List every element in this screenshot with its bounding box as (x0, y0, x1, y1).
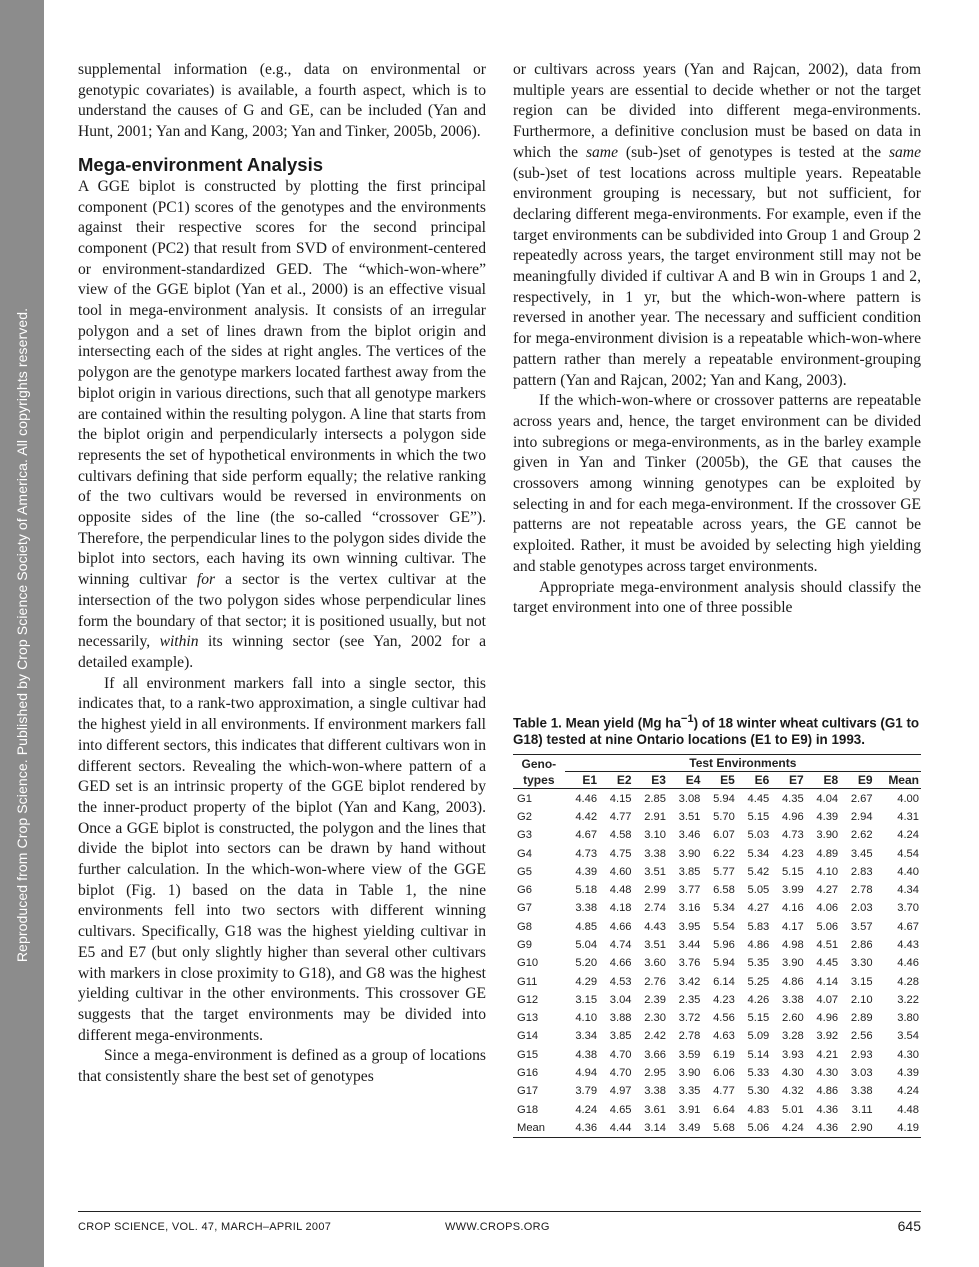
yield-cell: 4.53 (609, 975, 632, 988)
yield-cell: 4.10 (816, 865, 839, 878)
yield-cell: 4.77 (609, 810, 632, 823)
yield-cell: 2.78 (678, 1030, 701, 1043)
yield-cell: 5.01 (781, 1103, 804, 1116)
yield-cell: 4.16 (781, 902, 804, 915)
table-row (513, 1101, 921, 1119)
table-row (513, 899, 921, 917)
yield-cell: 4.46 (897, 957, 919, 970)
yield-cell: 3.11 (851, 1103, 873, 1116)
yield-cell: 5.15 (781, 865, 804, 878)
yield-cell: 4.18 (609, 902, 632, 915)
yield-cell: 4.51 (816, 938, 839, 951)
genotype-cell: G8 (517, 920, 532, 933)
table-row (513, 881, 921, 899)
yield-cell: 2.90 (850, 1121, 873, 1134)
yield-cell: 3.76 (678, 957, 701, 970)
caption-text: ) of 18 winter wheat cultivars (G1 to G18) tested at nine Ontario locations (E1 to E9) in 1993. (513, 715, 920, 748)
yield-cell: 4.27 (816, 884, 839, 897)
text-run: or cultivars across years (Yan and Rajcan, 2002), data from multiple years are essential to decide whether or not the target region can be divided into different mega-environments. Furthermore, a definitive conclusion must be based on data in which the (513, 61, 921, 161)
yield-cell: 5.25 (747, 975, 770, 988)
paragraph (78, 177, 486, 674)
yield-cell: 6.06 (713, 1067, 735, 1080)
yield-cell: 3.38 (575, 902, 598, 915)
yield-cell: 2.60 (781, 1012, 804, 1025)
yield-cell: 4.83 (747, 1103, 770, 1116)
yield-cell: 3.28 (781, 1030, 804, 1043)
paragraph: Appropriate mega-environment analysis should classify the target environment into one of three possible (513, 578, 921, 617)
genotype-cell: G16 (517, 1067, 539, 1080)
table-row (513, 936, 921, 954)
yield-cell: 4.35 (781, 792, 804, 805)
yield-cell: 5.03 (747, 829, 770, 842)
paragraph: Since a mega-environment is defined as a group of locations that consistently share the best set of genotypes (78, 1047, 486, 1086)
yield-cell: 3.34 (575, 1030, 598, 1043)
yield-cell: 4.96 (816, 1012, 839, 1025)
yield-cell: 4.66 (609, 920, 632, 933)
yield-cell: 3.85 (609, 1030, 632, 1043)
yield-cell: 5.35 (747, 957, 770, 970)
yield-cell: 5.94 (713, 792, 735, 805)
table-row (513, 1027, 921, 1045)
table-row (513, 1046, 921, 1064)
yield-cell: 5.70 (713, 810, 735, 823)
yield-cell: 4.39 (897, 1067, 919, 1080)
yield-cell: 5.20 (575, 957, 598, 970)
yield-cell: 4.39 (816, 810, 839, 823)
yield-cell: 4.43 (644, 920, 666, 933)
yield-cell: 6.14 (713, 975, 735, 988)
yield-cell: 3.51 (644, 938, 666, 951)
yield-cell: 4.24 (897, 1085, 919, 1098)
table-row (513, 826, 921, 844)
column-header: E8 (806, 772, 840, 789)
genotype-cell: G4 (517, 847, 532, 860)
right-column (513, 60, 921, 619)
yield-cell: 4.15 (609, 792, 632, 805)
yield-cell: 2.91 (644, 810, 666, 823)
yield-cell: 3.90 (678, 1067, 701, 1080)
yield-cell: 3.30 (850, 957, 873, 970)
genotype-cell: Mean (517, 1121, 545, 1134)
yield-cell: 4.27 (747, 902, 770, 915)
yield-cell: 4.66 (609, 957, 632, 970)
yield-cell: 2.76 (644, 975, 666, 988)
column-header: E6 (737, 772, 771, 789)
yield-cell: 4.58 (609, 829, 632, 842)
column-header: E7 (771, 772, 805, 789)
yield-cell: 5.06 (816, 920, 839, 933)
yield-cell: 3.44 (678, 938, 701, 951)
text-run: A GGE biplot is constructed by plotting the first principal component (PC1) scores of the genotypes and the environments against their respective scores for the second principal component (PC2) that result from SVD of environment-centered or environment-standardized GED. The “which-won-where” view of the GGE biplot (Yan et al., 2000) is an effective visual tool in mega-environment analysis. It consists of an irregular polygon and a set of lines drawn from the biplot origin and intersecting each of the sides at right angles. The vertices of the polygon are the genotype markers located farthest away from the biplot origin in various directions, such that all genotype markers are contained within the resulting polygon. A line that starts from the biplot origin and perpendicularly intersects a polygon side represents the set of hypothetical environments in which the two cultivars defining that side perform equally; the relative ranking of the two cultivars would be reversed in environments on opposite sides of the line (the so-called “crossover GE”). Therefore, the perpendicular lines to the polygon sides divide the biplot into sectors, each having its own winning cultivar. The winning cultivar (78, 177, 486, 589)
yield-cell: 2.83 (850, 865, 873, 878)
yield-cell: 4.77 (713, 1085, 735, 1098)
yield-cell: 3.70 (897, 902, 919, 915)
text-run: its winning sector (see Yan, 2002 for a detailed example). (78, 633, 486, 671)
yield-cell: 2.78 (850, 884, 873, 897)
table-row (513, 1119, 921, 1138)
yield-cell: 2.39 (644, 993, 666, 1006)
paragraph: supplemental information (e.g., data on environmental or genotypic covariates) is available, a fourth aspect, which is to understand the causes of G and GE, can be included (Yan and Hunt, 2001; Yan and Kang, 2003; Yan and Tinker, 2005b, 2006). (78, 61, 486, 141)
yield-cell: 3.92 (816, 1030, 839, 1043)
yield-cell: 4.39 (575, 865, 598, 878)
genotype-cell: G5 (517, 865, 532, 878)
yield-cell: 4.54 (897, 847, 919, 860)
genotype-cell: G17 (517, 1085, 539, 1098)
yield-cell: 5.34 (747, 847, 770, 860)
yield-cell: 4.14 (816, 975, 839, 988)
yield-cell: 4.00 (897, 792, 919, 805)
genotype-cell: G12 (517, 993, 539, 1006)
yield-cell: 4.56 (713, 1012, 735, 1025)
yield-cell: 2.86 (850, 938, 873, 951)
yield-cell: 4.30 (897, 1048, 919, 1061)
yield-cell: 3.79 (575, 1085, 598, 1098)
yield-cell: 2.30 (644, 1012, 666, 1025)
yield-cell: 4.70 (609, 1048, 632, 1061)
yield-cell: 4.40 (897, 865, 919, 878)
yield-cell: 5.09 (747, 1030, 770, 1043)
yield-cell: 2.89 (850, 1012, 873, 1025)
yield-cell: 3.16 (678, 902, 701, 915)
column-header: E1 (565, 772, 599, 789)
caption-text: Table 1. Mean yield (Mg ha (513, 715, 681, 731)
yield-cell: 3.38 (781, 993, 804, 1006)
yield-cell: 3.14 (644, 1121, 666, 1134)
yield-cell: 5.33 (747, 1067, 770, 1080)
italic-text: same (888, 143, 921, 161)
yield-cell: 4.43 (897, 938, 919, 951)
yield-cell: 3.15 (575, 993, 598, 1006)
column-header-row (513, 772, 921, 789)
table-row (513, 991, 921, 1009)
italic-text: within (159, 633, 199, 651)
yield-cell: 4.73 (575, 847, 598, 860)
yield-cell: 4.86 (816, 1085, 839, 1098)
yield-cell: 6.64 (713, 1103, 735, 1116)
yield-cell: 3.93 (781, 1048, 804, 1061)
text-run: (sub-)set of genotypes is tested at the (618, 143, 889, 161)
yield-cell: 4.86 (781, 975, 804, 988)
genotype-cell: G9 (517, 938, 532, 951)
yield-cell: 4.73 (781, 829, 804, 842)
footer-rule (78, 1211, 921, 1212)
yield-cell: 4.26 (747, 993, 770, 1006)
column-header: E3 (634, 772, 668, 789)
genotype-cell: G3 (517, 829, 532, 842)
yield-cell: 4.34 (897, 884, 919, 897)
footer-journal: CROP SCIENCE, VOL. 47, MARCH–APRIL 2007 (78, 1221, 332, 1233)
yield-cell: 4.17 (781, 920, 804, 933)
yield-cell: 3.51 (678, 810, 701, 823)
yield-cell: 3.42 (678, 975, 701, 988)
table-row (513, 789, 921, 808)
yield-cell: 5.83 (747, 920, 770, 933)
yield-cell: 3.90 (781, 957, 804, 970)
table-body (513, 789, 921, 1138)
yield-cell: 4.67 (897, 920, 919, 933)
yield-cell: 4.48 (897, 1103, 919, 1116)
yield-cell: 3.04 (609, 993, 632, 1006)
yield-cell: 4.67 (575, 829, 598, 842)
yield-cell: 2.94 (850, 810, 873, 823)
yield-cell: 3.45 (850, 847, 873, 860)
yield-cell: 3.54 (897, 1030, 919, 1043)
yield-cell: 4.23 (713, 993, 735, 1006)
left-column (78, 60, 486, 1088)
yield-cell: 5.94 (713, 957, 735, 970)
yield-cell: 5.96 (713, 938, 735, 951)
yield-cell: 4.97 (609, 1085, 632, 1098)
yield-cell: 3.60 (644, 957, 666, 970)
yield-cell: 4.46 (575, 792, 598, 805)
yield-cell: 5.18 (575, 884, 598, 897)
yield-cell: 5.68 (713, 1121, 735, 1134)
yield-cell: 2.85 (644, 792, 666, 805)
yield-cell: 3.59 (678, 1048, 701, 1061)
column-header: E4 (668, 772, 702, 789)
yield-cell: 3.85 (678, 865, 701, 878)
page-number: 645 (897, 1218, 921, 1234)
column-header: E5 (702, 772, 736, 789)
paragraph (513, 60, 921, 391)
yield-cell: 2.62 (850, 829, 873, 842)
text-run: (sub-)set of test locations across multiple years. Repeatable environment grouping is necessary, but not sufficient, for declaring different mega-environments. For example, even if the target environments can be subdivided into Group 1 and Group 2 repeatedly across years, the target environment still may not be meaningfully divided if cultivar A and B win in Groups 1 and 2, respectively, in 1 yr, but the which-won-where pattern is reversed in another year. The necessary and sufficient condition for mega-environment division is a repeatable which-won-where pattern rather than merely a repeatable environment-grouping pattern (Yan and Rajcan, 2002; Yan and Kang, 2003). (513, 164, 921, 389)
yield-cell: 2.93 (850, 1048, 873, 1061)
yield-cell: 3.46 (678, 829, 701, 842)
yield-cell: 3.80 (897, 1012, 919, 1025)
table-1 (513, 711, 921, 1138)
yield-cell: 3.57 (850, 920, 873, 933)
copyright-notice: Reproduced from Crop Science. Published by Crop Science Society of America. All copyrights reserved. (14, 307, 30, 963)
yield-cell: 6.58 (713, 884, 735, 897)
yield-cell: 4.23 (781, 847, 804, 860)
yield-cell: 3.91 (678, 1103, 701, 1116)
yield-cell: 5.54 (713, 920, 735, 933)
yield-cell: 4.04 (816, 792, 839, 805)
yield-cell: 4.06 (816, 902, 839, 915)
table-row (513, 918, 921, 936)
table-row (513, 1082, 921, 1100)
genotype-cell: G10 (517, 957, 539, 970)
genotype-cell: G1 (517, 792, 532, 805)
yield-cell: 4.44 (609, 1121, 632, 1134)
yield-cell: 4.38 (575, 1048, 598, 1061)
yield-cell: 4.94 (575, 1067, 598, 1080)
yield-cell: 4.60 (609, 865, 632, 878)
yield-cell: 2.99 (644, 884, 666, 897)
table-row (513, 1009, 921, 1027)
caption-superscript: −1 (680, 713, 694, 725)
column-header: E2 (599, 772, 633, 789)
yield-table (513, 754, 921, 1138)
yield-cell: 4.29 (575, 975, 598, 988)
genotype-cell: G11 (517, 975, 538, 988)
yield-cell: 3.88 (609, 1012, 632, 1025)
yield-cell: 2.67 (850, 792, 873, 805)
yield-cell: 4.86 (747, 938, 770, 951)
yield-cell: 3.90 (678, 847, 701, 860)
yield-cell: 3.08 (678, 792, 701, 805)
yield-cell: 6.22 (713, 847, 735, 860)
table-row (513, 808, 921, 826)
paragraph: If all environment markers fall into a single sector, this indicates that, to a rank-two approximation, a single cultivar had the highest yield in all environments. If environment markers fall into different sectors, this indicates that different cultivars won in different sectors. Revealing the which-won-where pattern of a GED set is an intrinsic property of the GGE biplot rendered by the inner-product property of the biplot (Yan and Kang, 2003). Once a GGE biplot is constructed, the polygon and the lines that divide the biplot into sectors can be drawn by hand without further calculation. In the which-won-where view of the GGE biplot (Fig. 1) based on the data in Table 1, the nine environments fell into two sectors with different winning cultivars. Specifically, G18 was the highest yielding cultivar in E5 and E7 (but only slightly higher than several other cultivars with markers in close proximity to G18), and G8 was the highest yielding cultivar in the other environments. This crossover GE suggests that the target environments may be divided into different mega-environments. (78, 674, 486, 1044)
yield-cell: 4.36 (816, 1103, 839, 1116)
yield-cell: 2.74 (644, 902, 666, 915)
yield-cell: 4.75 (609, 847, 632, 860)
yield-cell: 6.07 (713, 829, 735, 842)
yield-cell: 3.35 (678, 1085, 701, 1098)
yield-cell: 2.42 (644, 1030, 666, 1043)
text-run: a sector is the vertex cultivar at the intersection of the two polygon sides whose perpendicular lines form the boundary of that sector; it is positioned usually, but not necessarily, (78, 571, 486, 651)
yield-cell: 4.24 (897, 829, 919, 842)
yield-cell: 4.85 (575, 920, 598, 933)
yield-cell: 4.45 (747, 792, 770, 805)
table-row (513, 844, 921, 862)
paragraph: If the which-won-where or crossover patterns are repeatable across years and, hence, the target environment can be divided into subregions or mega-environments, as in the barley example given in Yan and Tinker (2005b), the GE that causes the crossovers among winning genotypes can be exploited by selecting in and for each mega-environment. If the crossover GE patterns are not repeatable across years, the GE cannot be exploited. Rather, it must be avoided by selecting high yielding and stable genotypes across target environments. (513, 392, 921, 575)
yield-cell: 2.03 (850, 902, 873, 915)
yield-cell: 2.10 (850, 993, 873, 1006)
yield-cell: 4.98 (781, 938, 804, 951)
genotype-cell: G14 (517, 1030, 539, 1043)
yield-cell: 5.34 (713, 902, 735, 915)
yield-cell: 5.14 (747, 1048, 770, 1061)
yield-cell: 6.19 (713, 1048, 735, 1061)
yield-cell: 4.89 (816, 847, 839, 860)
genotype-cell: G2 (517, 810, 532, 823)
italic-text: for (196, 571, 216, 589)
table-row (513, 954, 921, 972)
yield-cell: 4.36 (575, 1121, 598, 1134)
genotype-cell: G18 (517, 1103, 539, 1116)
genotypes-header-line2: types (513, 772, 565, 789)
yield-cell: 3.38 (644, 847, 666, 860)
yield-cell: 4.30 (781, 1067, 804, 1080)
genotype-cell: G13 (517, 1012, 539, 1025)
section-heading: Mega-environment Analysis (78, 153, 324, 175)
table-caption (513, 711, 921, 748)
yield-cell: 3.99 (781, 884, 804, 897)
yield-cell: 4.96 (781, 810, 804, 823)
footer-website: WWW.CROPS.ORG (445, 1221, 550, 1233)
yield-cell: 5.05 (747, 884, 770, 897)
genotype-cell: G15 (517, 1048, 539, 1061)
yield-cell: 3.90 (816, 829, 839, 842)
yield-cell: 4.07 (816, 993, 839, 1006)
yield-cell: 2.35 (678, 993, 701, 1006)
yield-cell: 4.74 (609, 938, 632, 951)
yield-cell: 3.51 (644, 865, 666, 878)
genotype-cell: G6 (517, 884, 532, 897)
yield-cell: 4.65 (609, 1103, 632, 1116)
table-row (513, 972, 921, 990)
yield-cell: 5.42 (747, 865, 770, 878)
yield-cell: 5.30 (747, 1085, 770, 1098)
test-environments-header: Test Environments (565, 755, 921, 772)
yield-cell: 3.10 (644, 829, 666, 842)
yield-cell: 4.32 (781, 1085, 804, 1098)
column-header: Mean (875, 772, 921, 789)
genotype-cell: G7 (517, 902, 532, 915)
yield-cell: 4.21 (816, 1048, 839, 1061)
yield-cell: 2.56 (850, 1030, 873, 1043)
yield-cell: 3.95 (678, 920, 701, 933)
italic-text: same (585, 143, 618, 161)
yield-cell: 5.06 (747, 1121, 770, 1134)
yield-cell: 4.24 (781, 1121, 804, 1134)
yield-cell: 4.30 (816, 1067, 839, 1080)
table-row (513, 863, 921, 881)
yield-cell: 3.38 (644, 1085, 666, 1098)
yield-cell: 4.48 (609, 884, 632, 897)
genotypes-header-line1: Geno- (521, 756, 557, 771)
yield-cell: 4.36 (816, 1121, 839, 1134)
yield-cell: 5.77 (713, 865, 735, 878)
yield-cell: 5.15 (747, 1012, 770, 1025)
table-row (513, 1064, 921, 1082)
yield-cell: 3.72 (678, 1012, 701, 1025)
yield-cell: 5.15 (747, 810, 770, 823)
yield-cell: 3.03 (850, 1067, 873, 1080)
yield-cell: 4.63 (713, 1030, 735, 1043)
copyright-sidebar (0, 0, 44, 1267)
yield-cell: 3.49 (678, 1121, 701, 1134)
yield-cell: 4.31 (897, 810, 919, 823)
yield-cell: 3.61 (644, 1103, 666, 1116)
yield-cell: 2.95 (644, 1067, 666, 1080)
yield-cell: 4.19 (897, 1121, 919, 1134)
yield-cell: 3.15 (850, 975, 873, 988)
column-header: E9 (840, 772, 874, 789)
yield-cell: 4.45 (816, 957, 839, 970)
yield-cell: 3.77 (678, 884, 701, 897)
yield-cell: 4.10 (575, 1012, 598, 1025)
yield-cell: 3.66 (644, 1048, 666, 1061)
yield-cell: 5.04 (575, 938, 598, 951)
yield-cell: 4.42 (575, 810, 598, 823)
yield-cell: 4.70 (609, 1067, 632, 1080)
yield-cell: 4.28 (897, 975, 919, 988)
yield-cell: 4.24 (575, 1103, 598, 1116)
yield-cell: 3.38 (850, 1085, 873, 1098)
yield-cell: 3.22 (897, 993, 919, 1006)
